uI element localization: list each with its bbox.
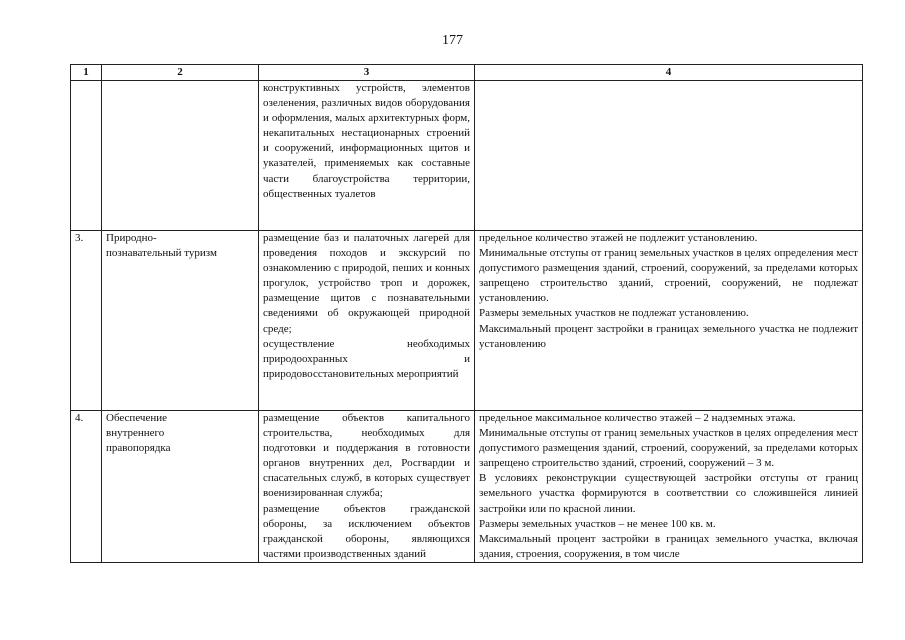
parameter-text: Максимальный процент застройки в границах земельного участка не подлежит установлению [479, 322, 858, 350]
column-header-1: 1 [71, 65, 102, 81]
use-description-cell [259, 231, 475, 411]
use-description-cell [259, 411, 475, 563]
parameter-text: В условиях реконструкции существующей застройки отступы от границ земельного участка формируются в соответствии со сложившейся линией застройки или по красной линии. [479, 472, 858, 515]
row-number-cell [71, 81, 102, 231]
column-header-3: 3 [259, 65, 475, 81]
parameter-text: Размеры земельных участков – не менее 100 кв. м. [479, 517, 716, 530]
parameters-cell [475, 81, 863, 231]
parameters-cell [475, 231, 863, 411]
table-row [71, 81, 863, 231]
parameter-text: Минимальные отступы от границ земельных участков в целях определения мест допустимого размещения зданий, строений, сооружений, за пределами которых запрещено строительство зданий, строений, сооружений – 3 м. [479, 427, 858, 470]
use-name-line: внутреннего [106, 427, 165, 440]
header-row [71, 65, 863, 81]
row-number-cell: 3. [71, 231, 102, 411]
use-name-cell [102, 411, 259, 563]
use-description-text: осуществление необходимых природоохранных и природовосстановительных мероприятий [263, 337, 470, 380]
parameter-text: Максимальный процент застройки в границах земельного участка, включая здания, строения, сооружения, в том числе [479, 532, 858, 560]
use-description-text: конструктивных устройств, элементов озеленения, различных видов оборудования и оформления, малых архитектурных форм, некапитальных нестационарных строений и сооружений, информационных щитов и указателей, применяемых как составные части благоустройства территории, общественных туалетов [263, 82, 470, 200]
use-description-cell [259, 81, 475, 231]
use-description-text: размещение объектов гражданской обороны, за исключением объектов гражданской обороны, являющихся частями производственных зданий [263, 502, 470, 560]
use-description-text: размещение объектов капитального строительства, необходимых для подготовки и поддержания в готовности органов внутренних дел, Росгвардии и спасательных служб, в которых существует военизированная служба; [263, 412, 470, 500]
row-number-cell: 4. [71, 411, 102, 563]
parameters-cell [475, 411, 863, 563]
parameter-text: Минимальные отступы от границ земельных участков в целях определения мест допустимого размещения зданий, строений, сооружений, за пределами которых запрещено строительство зданий, строений, сооружений, не подлежат установлению. [479, 247, 858, 305]
column-header-4: 4 [475, 65, 863, 81]
use-name-cell [102, 81, 259, 231]
use-name-cell [102, 231, 259, 411]
column-header-2: 2 [102, 65, 259, 81]
page-number: 177 [442, 33, 463, 48]
table-row [71, 411, 863, 563]
use-description-text: размещение баз и палаточных лагерей для проведения походов и экскурсий по ознакомлению с природой, пеших и конных прогулок, устройство троп и дорожек, размещение щитов с познавательными сведениями об окружающей природной среде; [263, 232, 470, 335]
use-name-line: правопорядка [106, 442, 171, 455]
parameter-text: Размеры земельных участков не подлежат установлению. [479, 307, 749, 320]
parameter-text: предельное количество этажей не подлежит установлению. [479, 232, 758, 244]
table-row [71, 231, 863, 411]
use-name-line: Природно- [106, 232, 157, 244]
parameter-text: предельное максимальное количество этажей – 2 надземных этажа. [479, 412, 796, 424]
use-name-line: познавательный туризм [106, 247, 217, 260]
zoning-table [70, 64, 863, 563]
use-name-line: Обеспечение [106, 412, 167, 424]
